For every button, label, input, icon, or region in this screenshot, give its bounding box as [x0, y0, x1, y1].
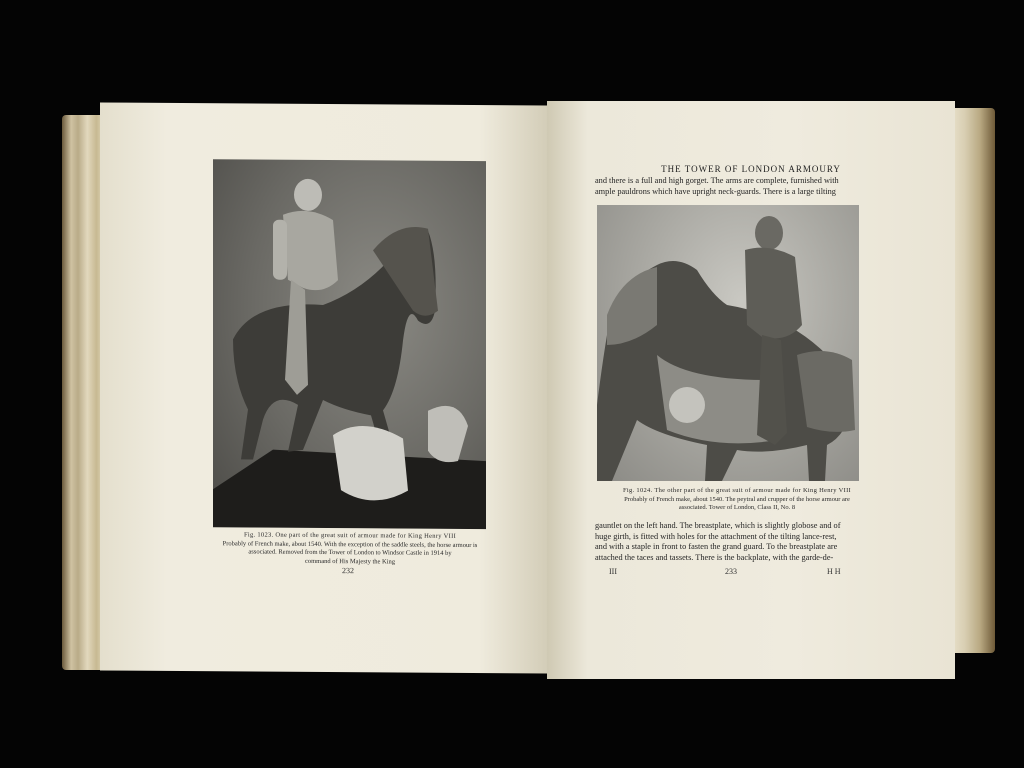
running-head: THE TOWER OF LONDON ARMOURY: [661, 164, 841, 174]
body-text-line: gauntlet on the left hand. The breastplate, which is slightly globose and of: [595, 521, 841, 530]
figure-caption-title-left: Fig. 1023. One part of the great suit of armour made for King Henry VIII: [243, 531, 457, 540]
body-text-line: ample pauldrons which have upright neck-guards. There is a large tilting: [595, 186, 836, 196]
signature-mark-right: H H: [827, 567, 841, 576]
body-text-line: and there is a full and high gorget. The arms are complete, furnished with: [595, 176, 839, 185]
page-number-left: 232: [342, 566, 354, 576]
figure-caption-line: associated. Removed from the Tower of London to Windsor Castle in 1914 by: [248, 548, 452, 557]
right-page: [547, 101, 955, 679]
figure-caption-right: [587, 487, 887, 513]
figure-caption-left: [200, 531, 500, 567]
photo-armoured-knight-on-horse-right: [597, 205, 859, 481]
signature-mark-left: III: [609, 567, 617, 576]
body-text-line: huge girth, is fitted with holes for the attachment of the tilting lance-rest,: [595, 531, 837, 541]
body-text-line: and with a staple in front to fasten the grand guard. To the breastplate are: [595, 542, 838, 552]
armour-photo-illustration-left: [213, 159, 486, 529]
photo-armoured-knight-on-horse-left: [213, 159, 486, 529]
armour-photo-illustration-right: [597, 205, 859, 481]
figure-caption-line: associated. Tower of London, Class II, No. 8: [678, 504, 796, 511]
left-page: [100, 102, 547, 673]
figure-caption-title-right: Fig. 1024. The other part of the great suit of armour made for King Henry VIII: [622, 487, 852, 494]
figure-caption-line: Probably of French make, about 1540. With the exception of the saddle steels, the horse armour is: [222, 539, 478, 549]
body-text-top: [595, 176, 895, 197]
page-number-right: 233: [725, 567, 737, 576]
figure-caption-line: Probably of French make, about 1540. The peytral and crupper of the horse armour are: [624, 495, 850, 503]
body-text-line: attached the taces and tassets. There is the backplate, with the garde-de-: [595, 552, 834, 562]
body-text-bottom: [595, 521, 895, 563]
figure-caption-line: command of His Majesty the King: [304, 557, 396, 565]
